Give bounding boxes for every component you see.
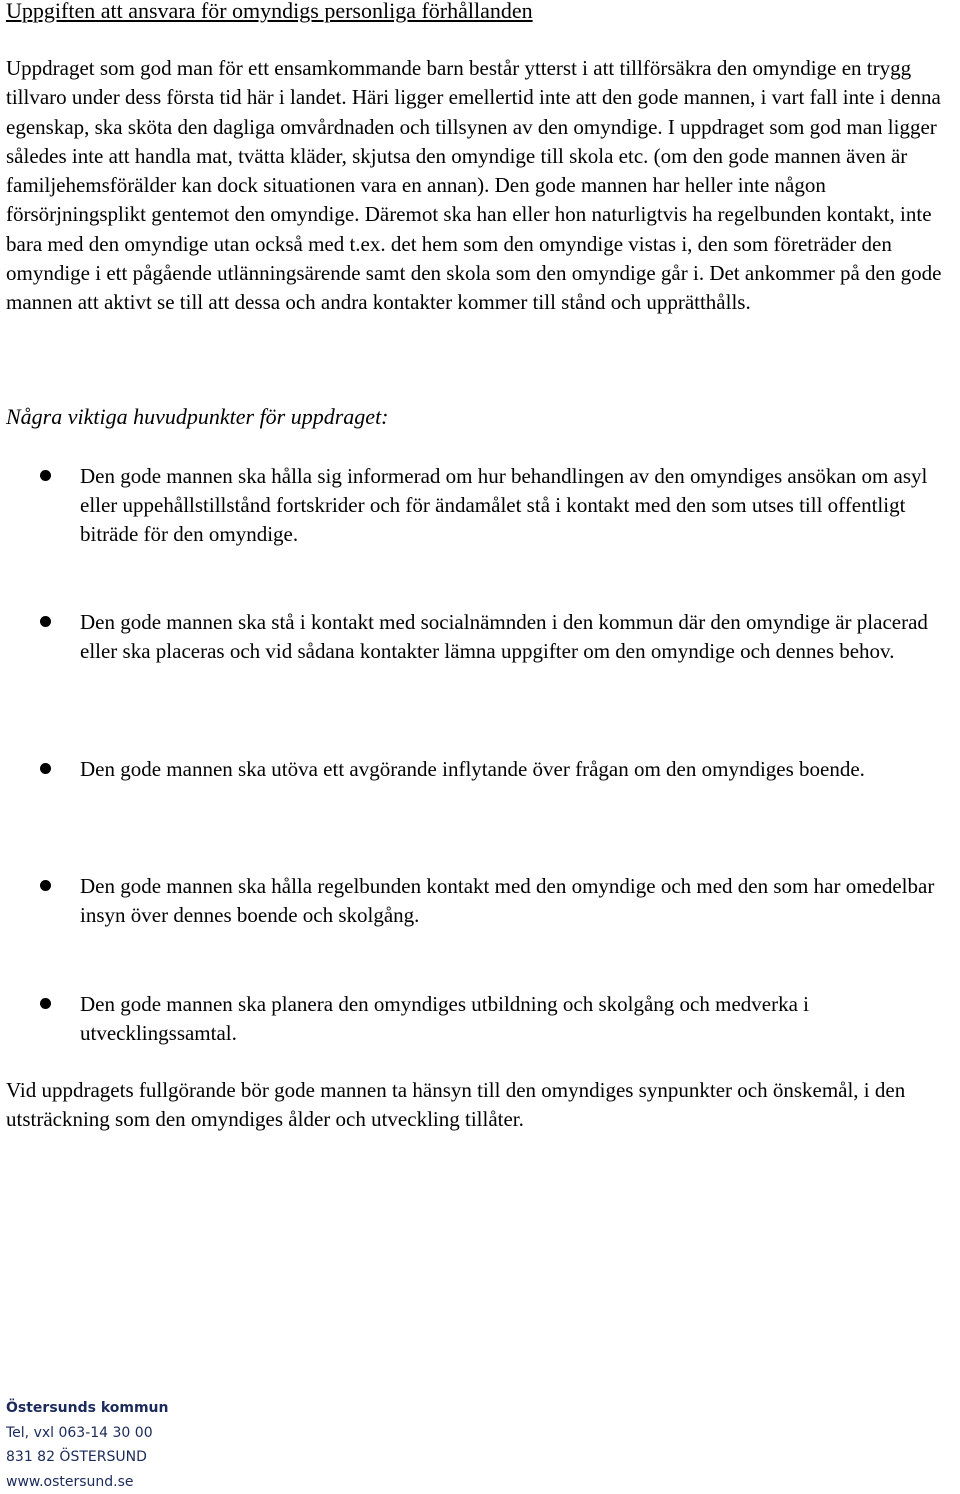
footer-address: 831 82 ÖSTERSUND <box>6 1445 168 1470</box>
bullet-icon <box>40 763 51 774</box>
footer-website: www.ostersund.se <box>6 1470 168 1494</box>
page-title: Uppgiften att ansvara för omyndigs personliga förhållanden <box>6 0 533 26</box>
bullet-icon <box>40 616 51 627</box>
section-subheading: Några viktiga huvudpunkter för uppdraget: <box>6 402 389 432</box>
list-item-text: Den gode mannen ska planera den omyndiges utbildning och skolgång och medverka i utvecklingssamtal. <box>80 990 958 1048</box>
bullet-icon <box>40 998 51 1009</box>
list-item-text: Den gode mannen ska hålla regelbunden kontakt med den omyndige och med den som har omedelbar insyn över dennes boende och skolgång. <box>80 872 958 930</box>
bullet-icon <box>40 470 51 481</box>
list-item-text: Den gode mannen ska stå i kontakt med socialnämnden i den kommun där den omyndige är placerad eller ska placeras och vid sådana kontakter lämna uppgifter om den omyndige och dennes behov. <box>80 608 958 666</box>
list-item-text: Den gode mannen ska utöva ett avgörande inflytande över frågan om den omyndiges boende. <box>80 755 958 784</box>
footer-phone: Tel, vxl 063-14 30 00 <box>6 1421 168 1446</box>
footer <box>6 1396 168 1494</box>
list-item-text: Den gode mannen ska hålla sig informerad om hur behandlingen av den omyndiges ansökan om asyl eller uppehållstillstånd fortskrider och för ändamålet stå i kontakt med den som utses till offentligt biträde för den omyndige. <box>80 462 958 548</box>
footer-organization: Östersunds kommun <box>6 1396 168 1421</box>
closing-paragraph: Vid uppdragets fullgörande bör gode mannen ta hänsyn till den omyndiges synpunkter och önskemål, i den utsträckning som den omyndiges ålder och utveckling tillåter. <box>6 1076 956 1135</box>
intro-paragraph: Uppdraget som god man för ett ensamkommande barn består ytterst i att tillförsäkra den omyndige en trygg tillvaro under dess första tid här i landet. Häri ligger emellertid inte att den gode mannen, i vart fall inte i denna egenskap, ska sköta den dagliga omvårdnaden och tillsynen av den omyndige. I uppdraget som god man ligger således inte att handla mat, tvätta kläder, skjutsa den omyndige till skola etc. (om den gode mannen även är familjehemsförälder kan dock situationen vara en annan). Den gode mannen har heller inte någon försörjningsplikt gentemot den omyndige. Däremot ska han eller hon naturligtvis ha regelbunden kontakt, inte bara med den omyndige utan också med t.ex. det hem som den omyndige vistas i, den som företräder den omyndige i ett pågående utlänningsärende samt den skola som den omyndige går i. Det ankommer på den gode mannen att aktivt se till att dessa och andra kontakter kommer till stånd och upprätthålls. <box>6 54 956 318</box>
bullet-icon <box>40 880 51 891</box>
